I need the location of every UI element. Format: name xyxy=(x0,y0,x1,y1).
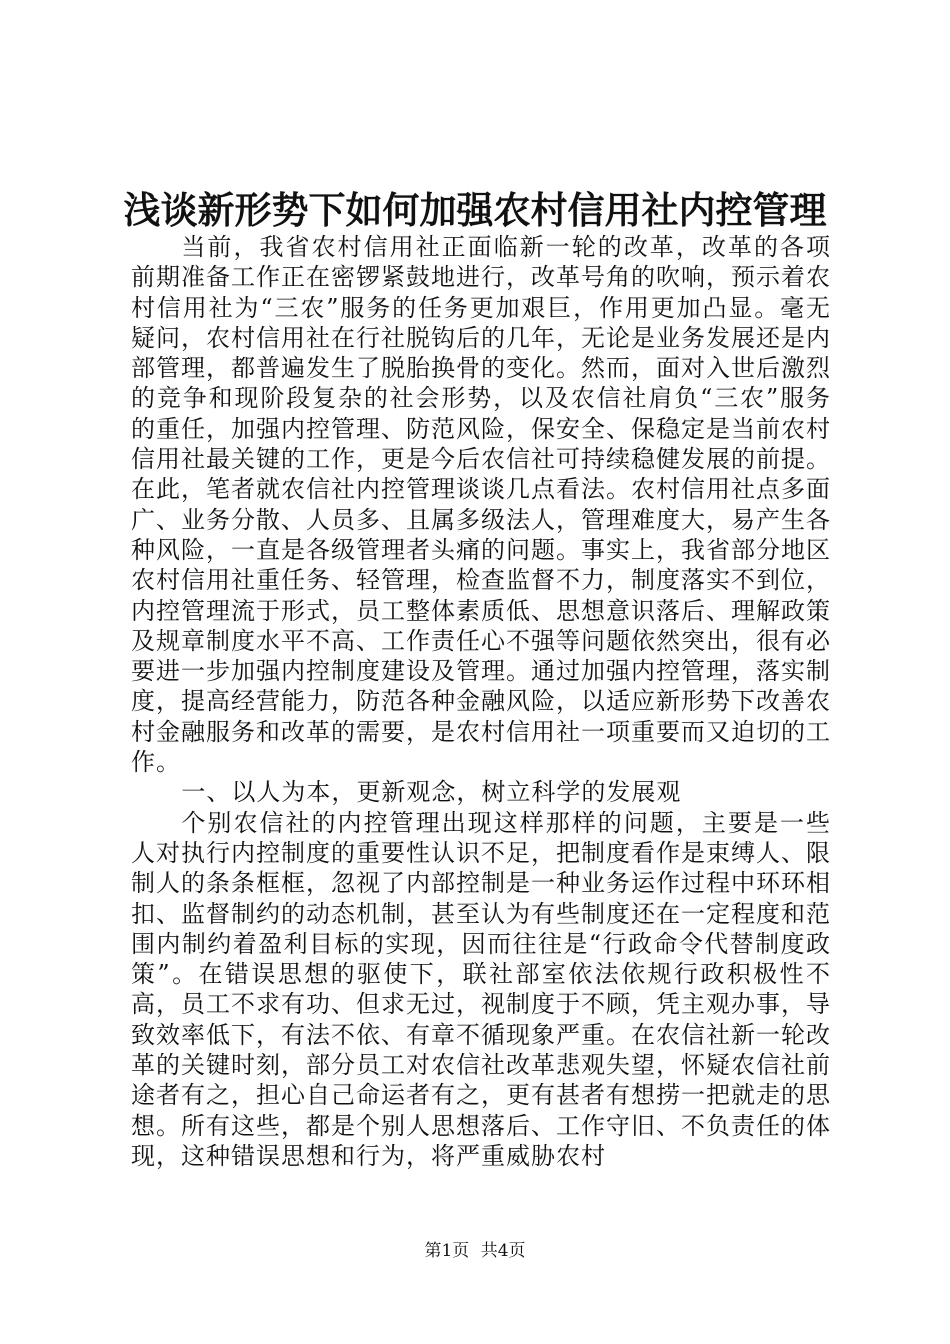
document-title: 浅谈新形势下如何加强农村信用社内控管理 xyxy=(123,188,827,232)
document-body xyxy=(131,232,831,1171)
section-heading-1: 一、以人为本，更新观念，树立科学的发展观 xyxy=(181,778,682,807)
page-total: 共4页 xyxy=(480,1241,526,1261)
paragraph-intro: 当前，我省农村信用社正面临新一轮的改革，改革的各项前期准备工作正在密锣紧鼓地进行，改革号角的吹响，预示着农村信用社为“三农”服务的任务更加艰巨，作用更加凸显。毫无疑问，农村信用社在行社脱钩后的几年，无论是业务发展还是内部管理，都普遍发生了脱胎换骨的变化。然而，面对入世后激烈的竞争和现阶段复杂的社会形势，以及农信社肩负“三农”服务的重任，加强内控管理、防范风险，保安全、保稳定是当前农村信用社最关键的工作，更是今后农信社可持续稳健发展的前提。在此，笔者就农信社内控管理谈谈几点看法。农村信用社点多面广、业务分散、人员多、且属多级法人，管理难度大，易产生各种风险，一直是各级管理者头痛的问题。事实上，我省部分地区农村信用社重任务、轻管理，检查监督不力，制度落实不到位，内控管理流于形式，员工整体素质低、思想意识落后、理解政策及规章制度水平不高、工作责任心不强等问题依然突出，很有必要进一步加强内控制度建设及管理。通过加强内控管理，落实制度，提高经营能力，防范各种金融风险，以适应新形势下改善农村金融服务和改革的需要，是农村信用社一项重要而又迫切的工作。 xyxy=(131,233,831,777)
page-footer xyxy=(0,1240,950,1262)
page-number: 第1页 xyxy=(424,1241,470,1261)
paragraph-section-1: 个别农信社的内控管理出现这样那样的问题，主要是一些人对执行内控制度的重要性认识不足，把制度看作是束缚人、限制人的条条框框，忽视了内部控制是一种业务运作过程中环环相扣、监督制约的动态机制，甚至认为有些制度还在一定程度和范围内制约着盈利目标的实现，因而往往是“行政命令代替制度政策”。在错误思想的驱使下，联社部室依法依规行政积极性不高，员工不求有功、但求无过，视制度于不顾，凭主观办事，导致效率低下，有法不依、有章不循现象严重。在农信社新一轮改革的关键时刻，部分员工对农信社改革悲观失望，怀疑农信社前途者有之，担心自己命运者有之，更有甚者有想捞一把就走的思想。所有这些，都是个别人思想落后、工作守旧、不负责任的体现，这种错误思想和行为，将严重威胁农村 xyxy=(131,808,831,1170)
